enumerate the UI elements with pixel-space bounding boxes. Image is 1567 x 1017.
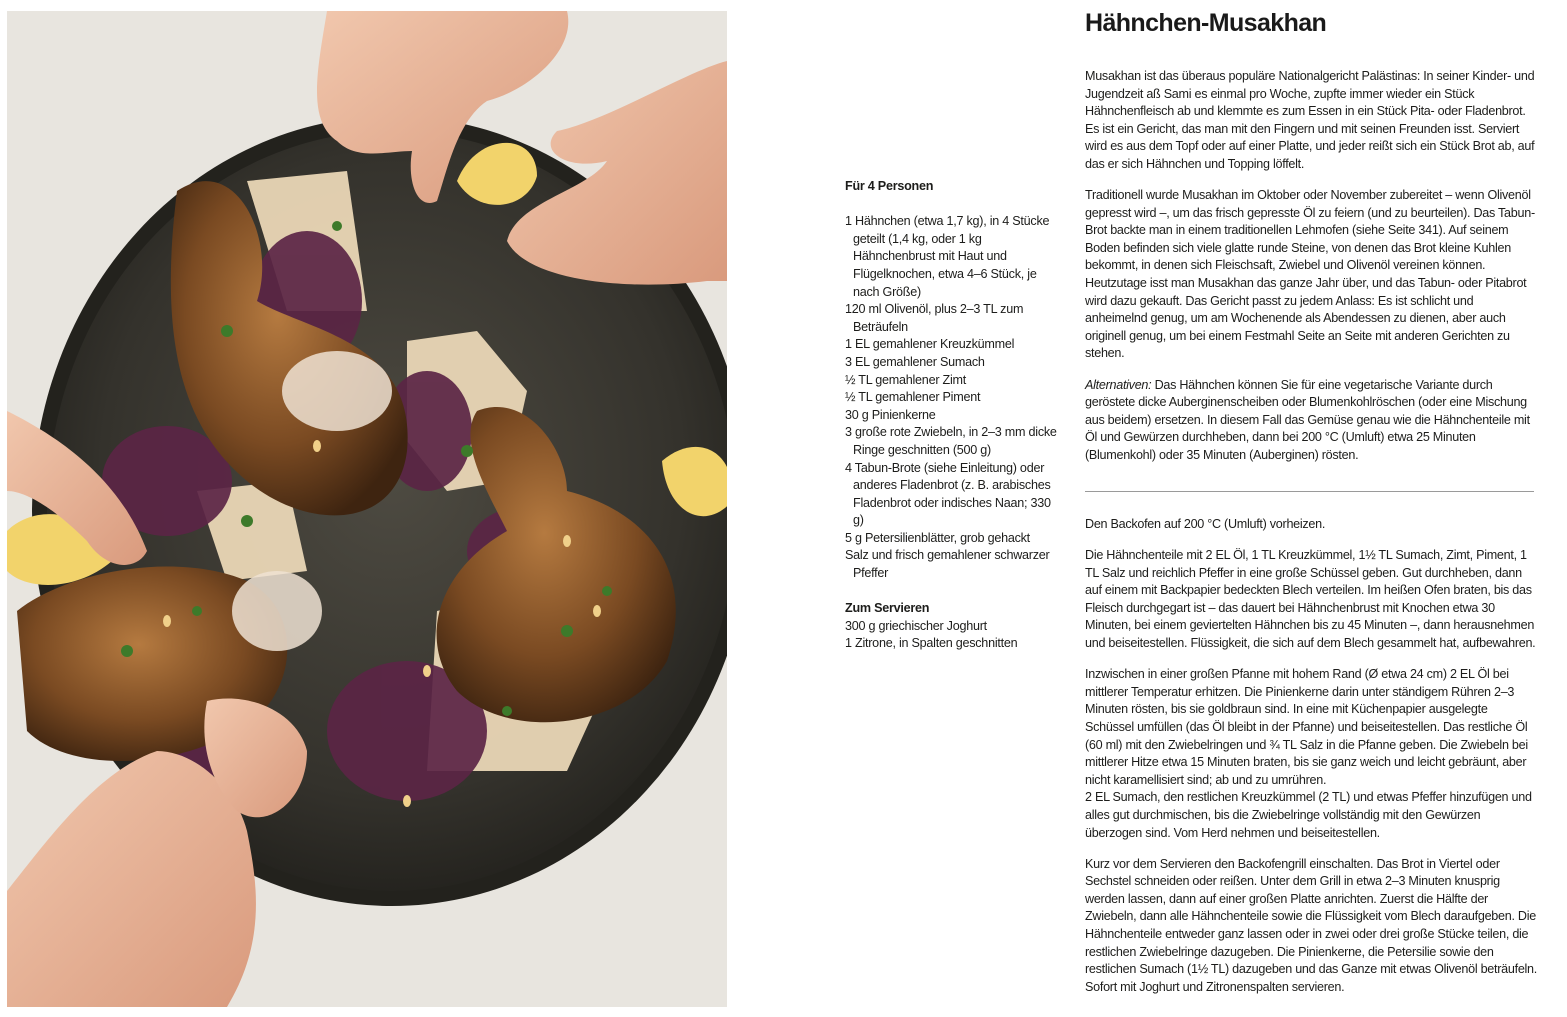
recipe-photo xyxy=(7,11,727,1007)
ingredient-item: 1 Hähnchen (etwa 1,7 kg), in 4 Stücke geteilt (1,4 kg, oder 1 kg Hähnchenbrust mit Haut und Flügelknochen, etwa 4–6 Stück, je nach Größe) xyxy=(845,214,1050,299)
method-step: Die Hähnchenteile mit 2 EL Öl, 1 TL Kreuzkümmel, 1½ TL Sumach, Zimt, Piment, 1 TL Salz und reichlich Pfeffer in eine große Schüssel geben. Gut durchheben, dann auf einem mit Backpapier bedeckten Blech verteilen. Im heißen Ofen braten, bis das Fleisch durchgegart ist – das dauert bei Hähnchenbrust mit Knochen etwa 30 Minuten, bei einem geviertelten Hähnchen bis zu 45 Minuten –, dann herausnehmen und beiseitestellen. Flüssigkeit, die sich auf dem Blech gesammelt hat, aufbewahren. xyxy=(1085,548,1536,651)
ingredient-list xyxy=(845,213,1063,582)
alternatives-paragraph xyxy=(1085,377,1537,465)
alternatives-label: Alternativen: xyxy=(1085,377,1152,392)
section-divider xyxy=(1085,491,1534,492)
method-step: Kurz vor dem Servieren den Backofengrill einschalten. Das Brot in Viertel oder Sechstel schneiden oder reißen. Unter dem Grill in etwa 2–3 Minuten knusprig werden lassen, dann auf einer großen Platte anrichten. Zuerst die Hälfte der Zwiebeln, dann alle Hähnchenteile sowie die Flüssigkeit vom Blech daraufgeben. Die Hähnchenteile entweder ganz lassen oder in zwei oder drei große Stücke teilen, die restlichen Zwiebelringe dazugeben. Die Pinienkerne, die Petersilie sowie den restlichen Sumach (1½ TL) dazugeben und das Ganze mit etwas Olivenöl beträufeln. Sofort mit Joghurt und Zitronenspalten servieren. xyxy=(1085,856,1537,994)
serving-heading: Zum Servieren xyxy=(845,601,930,616)
method-step: Den Backofen auf 200 °C (Umluft) vorheizen. xyxy=(1085,517,1326,531)
serves-heading: Für 4 Personen xyxy=(845,179,934,193)
alternatives-text: Das Hähnchen können Sie für eine vegetarische Variante durch geröstete dicke Auberginenscheiben oder Blumenkohlröschen (oder eine Mischung aus beidem) ersetzen. In diesem Fall das Gemüse genau wie die Hähnchenteile mit Öl und Gewürzen durchheben, dann bei 200 °C (Umluft) etwa 25 Minuten (Blumenkohl) oder 35 Minuten (Auberginen) rösten. xyxy=(1085,377,1530,462)
ingredients-column xyxy=(845,178,1063,653)
intro-paragraph: Traditionell wurde Musakhan im Oktober oder November zubereitet – wenn Olivenöl gepresst wird –, um das frisch gepresste Öl zu feiern (und zu beurteilen). Das Tabun-Brot backte man in einem traditionellen Lehmofen (siehe Seite 341). Auf seinem Boden befinden sich viele glatte runde Steine, von denen das Brot kleine Kuhlen bekommt, in denen sich Fleischsaft, Zwiebel und Olivenöl vereinen können. Heutzutage isst man Musakhan das ganze Jahr über, und das Tabun- oder Pitabrot wird dazu gekauft. Das Gericht passt zu jedem Anlass: Es ist schlicht und anheimelnd genug, um am Wochenende als Abendessen zu dienen, aber auch originell genug, um bei einem Festmahl Seite an Seite mit anderen Gerichten zu stehen. xyxy=(1085,188,1535,361)
ingredient-item: 3 EL gemahlener Sumach xyxy=(845,354,985,369)
serving-item: 1 Zitrone, in Spalten geschnitten xyxy=(845,636,1018,651)
ingredient-item: 120 ml Olivenöl, plus 2–3 TL zum Beträufeln xyxy=(845,302,1024,334)
ingredient-item: ½ TL gemahlener Zimt xyxy=(845,372,966,387)
ingredient-item: 1 EL gemahlener Kreuzkümmel xyxy=(845,337,1015,352)
ingredient-item: 30 g Pinienkerne xyxy=(845,407,936,422)
musakhan-photo-illustration xyxy=(7,11,727,1007)
method-text xyxy=(1085,516,1537,996)
ingredient-item: ½ TL gemahlener Piment xyxy=(845,390,981,405)
serving-item: 300 g griechischer Joghurt xyxy=(845,618,987,633)
intro-paragraph: Musakhan ist das überaus populäre Nationalgericht Palästinas: In seiner Kinder- und Jugendzeit aß Sami es einmal pro Woche, zupfte immer wieder ein Stück Hähnchenfleisch ab und klemmte es zum Essen in ein Stück Pita- oder Fladenbrot. Es ist ein Gericht, das man mit den Fingern und mit seinen Freunden isst. Serviert wird es aus dem Topf oder auf einer Platte, und jeder reißt sich ein Stück Brot ab, auf das er sich Hähnchen und Topping löffelt. xyxy=(1085,69,1535,171)
recipe-title: Hähnchen-Musakhan xyxy=(1085,9,1327,37)
ingredient-item: 5 g Petersilienblätter, grob gehackt xyxy=(845,530,1030,545)
ingredient-item: Salz und frisch gemahlener schwarzer Pfeffer xyxy=(845,548,1050,581)
ingredient-item: 3 große rote Zwiebeln, in 2–3 mm dicke Ringe geschnitten (500 g) xyxy=(845,425,1057,457)
method-step: Inzwischen in einer großen Pfanne mit hohem Rand (Ø etwa 24 cm) 2 EL Öl bei mittlerer Temperatur erhitzen. Die Pinienkerne darin unter ständigem Rühren 2–3 Minuten rösten, bis sie goldbraun sind. In eine mit Küchenpapier ausgelegte Schüssel umfüllen (das Öl bleibt in der Pfanne) und beiseitestellen. Das restliche Öl (60 ml) mit den Zwiebelringen und ¾ TL Salz in die Pfanne geben. Die Zwiebeln bei mittlerer Hitze etwa 15 Minuten braten, bis sie ganz weich und leicht gebräunt, aber nicht karamellisiert sind; ab und zu umrühren. xyxy=(1085,667,1528,787)
intro-text xyxy=(1085,68,1537,464)
ingredient-item: 4 Tabun-Brote (siehe Einleitung) oder anderes Fladenbrot (z. B. arabisches Fladenbrot oder indisches Naan; 330 g) xyxy=(845,460,1051,528)
serving-list xyxy=(845,618,1063,653)
method-step: 2 EL Sumach, den restlichen Kreuzkümmel (2 TL) und etwas Pfeffer hinzufügen und alles gut durchmischen, bis die Zwiebelringe vollständig mit den Gewürzen überzogen sind. Vom Herd nehmen und beiseitestellen. xyxy=(1085,790,1532,840)
